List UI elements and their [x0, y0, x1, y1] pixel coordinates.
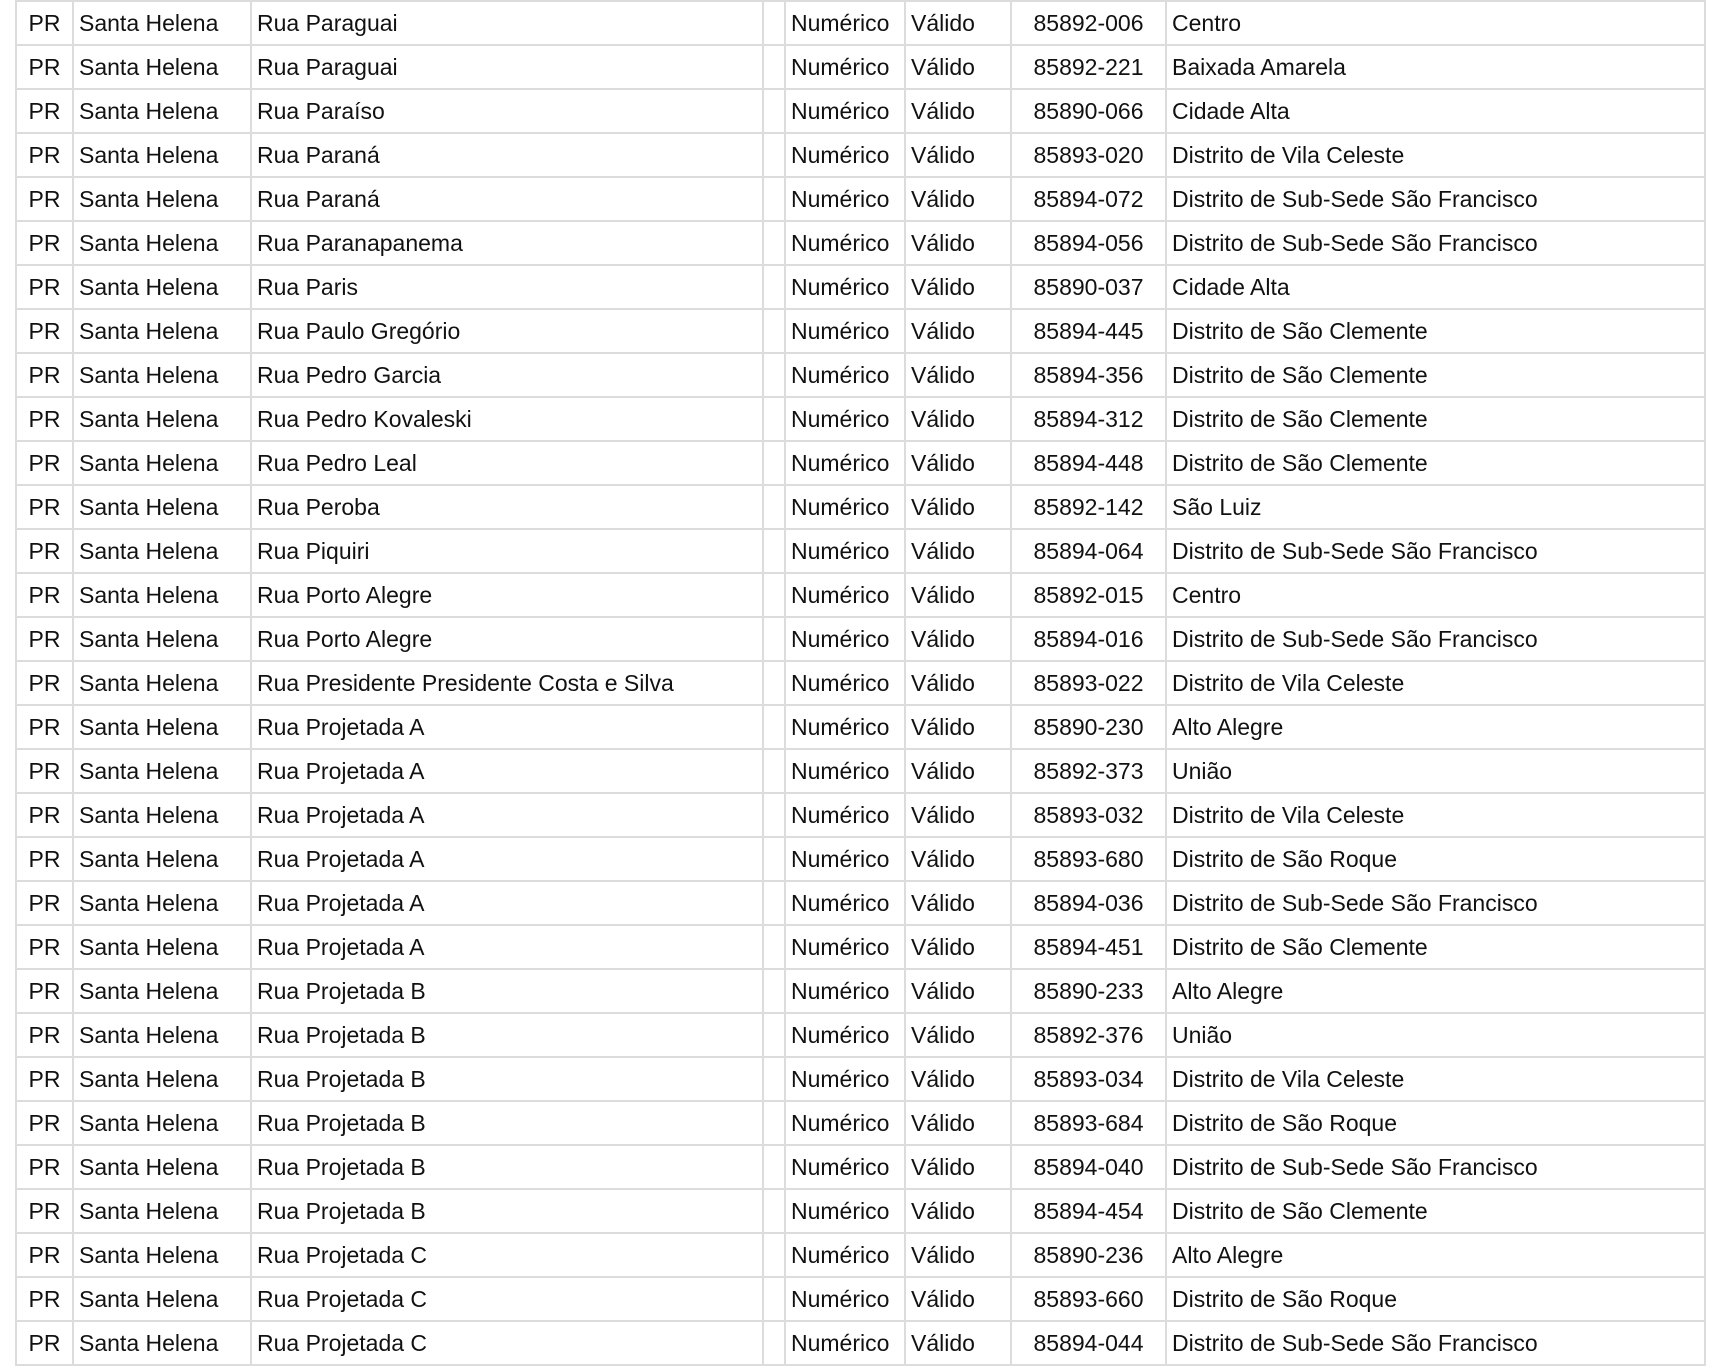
table-row: [16, 353, 1705, 397]
street-cell: Rua Projetada A: [251, 881, 763, 925]
district-cell: Alto Alegre: [1166, 969, 1705, 1013]
table-row: [16, 265, 1705, 309]
district-cell: Distrito de São Roque: [1166, 837, 1705, 881]
cep-cell: 85894-445: [1011, 309, 1166, 353]
empty-cell: [763, 529, 785, 573]
city-cell: Santa Helena: [73, 793, 251, 837]
street-cell: Rua Paulo Gregório: [251, 309, 763, 353]
status-cell: Válido: [905, 45, 1011, 89]
type-cell: Numérico: [785, 485, 905, 529]
uf-cell: PR: [16, 573, 73, 617]
status-cell: Válido: [905, 177, 1011, 221]
street-cell: Rua Piquiri: [251, 529, 763, 573]
table-row: [16, 1233, 1705, 1277]
cep-cell: 85894-036: [1011, 881, 1166, 925]
empty-cell: [763, 617, 785, 661]
street-cell: Rua Projetada A: [251, 837, 763, 881]
type-cell: Numérico: [785, 793, 905, 837]
uf-cell: PR: [16, 837, 73, 881]
street-cell: Rua Pedro Leal: [251, 441, 763, 485]
empty-cell: [763, 793, 785, 837]
street-cell: Rua Porto Alegre: [251, 617, 763, 661]
status-cell: Válido: [905, 925, 1011, 969]
district-cell: Distrito de Sub-Sede São Francisco: [1166, 1321, 1705, 1365]
empty-cell: [763, 705, 785, 749]
district-cell: Centro: [1166, 573, 1705, 617]
cep-cell: 85894-448: [1011, 441, 1166, 485]
type-cell: Numérico: [785, 837, 905, 881]
status-cell: Válido: [905, 969, 1011, 1013]
type-cell: Numérico: [785, 925, 905, 969]
cep-cell: 85894-072: [1011, 177, 1166, 221]
table-row: [16, 397, 1705, 441]
district-cell: Distrito de Sub-Sede São Francisco: [1166, 529, 1705, 573]
uf-cell: PR: [16, 1145, 73, 1189]
status-cell: Válido: [905, 441, 1011, 485]
cep-cell: 85893-660: [1011, 1277, 1166, 1321]
table-row: [16, 133, 1705, 177]
cep-cell: 85893-680: [1011, 837, 1166, 881]
type-cell: Numérico: [785, 177, 905, 221]
table-row: [16, 705, 1705, 749]
street-cell: Rua Projetada B: [251, 1101, 763, 1145]
status-cell: Válido: [905, 1233, 1011, 1277]
street-cell: Rua Paraná: [251, 177, 763, 221]
cep-cell: 85890-037: [1011, 265, 1166, 309]
status-cell: Válido: [905, 793, 1011, 837]
empty-cell: [763, 1233, 785, 1277]
city-cell: Santa Helena: [73, 1277, 251, 1321]
street-cell: Rua Projetada B: [251, 1057, 763, 1101]
district-cell: Distrito de Vila Celeste: [1166, 133, 1705, 177]
empty-cell: [763, 1, 785, 45]
city-cell: Santa Helena: [73, 881, 251, 925]
city-cell: Santa Helena: [73, 617, 251, 661]
empty-cell: [763, 441, 785, 485]
type-cell: Numérico: [785, 1189, 905, 1233]
district-cell: União: [1166, 749, 1705, 793]
district-cell: Distrito de São Clemente: [1166, 309, 1705, 353]
street-cell: Rua Porto Alegre: [251, 573, 763, 617]
cep-cell: 85893-022: [1011, 661, 1166, 705]
city-cell: Santa Helena: [73, 485, 251, 529]
empty-cell: [763, 1277, 785, 1321]
status-cell: Válido: [905, 705, 1011, 749]
type-cell: Numérico: [785, 573, 905, 617]
city-cell: Santa Helena: [73, 177, 251, 221]
city-cell: Santa Helena: [73, 1189, 251, 1233]
status-cell: Válido: [905, 661, 1011, 705]
empty-cell: [763, 573, 785, 617]
district-cell: União: [1166, 1013, 1705, 1057]
uf-cell: PR: [16, 1189, 73, 1233]
status-cell: Válido: [905, 89, 1011, 133]
empty-cell: [763, 1189, 785, 1233]
table-row: [16, 1321, 1705, 1365]
type-cell: Numérico: [785, 309, 905, 353]
table-row: [16, 661, 1705, 705]
city-cell: Santa Helena: [73, 1, 251, 45]
city-cell: Santa Helena: [73, 573, 251, 617]
type-cell: Numérico: [785, 397, 905, 441]
table-row: [16, 309, 1705, 353]
empty-cell: [763, 485, 785, 529]
uf-cell: PR: [16, 1101, 73, 1145]
table-row: [16, 881, 1705, 925]
district-cell: São Luiz: [1166, 485, 1705, 529]
city-cell: Santa Helena: [73, 529, 251, 573]
street-cell: Rua Paraguai: [251, 1, 763, 45]
empty-cell: [763, 133, 785, 177]
type-cell: Numérico: [785, 881, 905, 925]
type-cell: Numérico: [785, 749, 905, 793]
uf-cell: PR: [16, 749, 73, 793]
uf-cell: PR: [16, 309, 73, 353]
status-cell: Válido: [905, 485, 1011, 529]
empty-cell: [763, 265, 785, 309]
uf-cell: PR: [16, 969, 73, 1013]
table-row: [16, 1145, 1705, 1189]
table-row: [16, 1057, 1705, 1101]
district-cell: Distrito de São Clemente: [1166, 397, 1705, 441]
uf-cell: PR: [16, 45, 73, 89]
district-cell: Centro: [1166, 1, 1705, 45]
uf-cell: PR: [16, 177, 73, 221]
city-cell: Santa Helena: [73, 1145, 251, 1189]
uf-cell: PR: [16, 1057, 73, 1101]
empty-cell: [763, 309, 785, 353]
uf-cell: PR: [16, 1013, 73, 1057]
city-cell: Santa Helena: [73, 397, 251, 441]
type-cell: Numérico: [785, 1101, 905, 1145]
city-cell: Santa Helena: [73, 89, 251, 133]
status-cell: Válido: [905, 1, 1011, 45]
status-cell: Válido: [905, 1013, 1011, 1057]
type-cell: Numérico: [785, 1277, 905, 1321]
table-row: [16, 89, 1705, 133]
table-row: [16, 1101, 1705, 1145]
city-cell: Santa Helena: [73, 1101, 251, 1145]
empty-cell: [763, 89, 785, 133]
district-cell: Distrito de Vila Celeste: [1166, 661, 1705, 705]
street-cell: Rua Projetada C: [251, 1233, 763, 1277]
street-cell: Rua Presidente Presidente Costa e Silva: [251, 661, 763, 705]
table-row: [16, 1013, 1705, 1057]
cep-cell: 85892-221: [1011, 45, 1166, 89]
cep-cell: 85893-684: [1011, 1101, 1166, 1145]
table-row: [16, 485, 1705, 529]
status-cell: Válido: [905, 1057, 1011, 1101]
district-cell: Distrito de São Clemente: [1166, 1189, 1705, 1233]
cep-cell: 85892-373: [1011, 749, 1166, 793]
city-cell: Santa Helena: [73, 353, 251, 397]
type-cell: Numérico: [785, 661, 905, 705]
table-row: [16, 969, 1705, 1013]
district-cell: Cidade Alta: [1166, 265, 1705, 309]
empty-cell: [763, 1057, 785, 1101]
city-cell: Santa Helena: [73, 1321, 251, 1365]
uf-cell: PR: [16, 353, 73, 397]
empty-cell: [763, 397, 785, 441]
city-cell: Santa Helena: [73, 661, 251, 705]
street-cell: Rua Projetada A: [251, 793, 763, 837]
cep-cell: 85894-451: [1011, 925, 1166, 969]
status-cell: Válido: [905, 397, 1011, 441]
table-row: [16, 45, 1705, 89]
table-row: [16, 617, 1705, 661]
table-row: [16, 177, 1705, 221]
city-cell: Santa Helena: [73, 441, 251, 485]
cep-cell: 85892-006: [1011, 1, 1166, 45]
table-body: [16, 1, 1705, 1365]
uf-cell: PR: [16, 705, 73, 749]
city-cell: Santa Helena: [73, 1233, 251, 1277]
street-cell: Rua Paraná: [251, 133, 763, 177]
cep-cell: 85894-312: [1011, 397, 1166, 441]
uf-cell: PR: [16, 1277, 73, 1321]
table-row: [16, 529, 1705, 573]
type-cell: Numérico: [785, 1, 905, 45]
uf-cell: PR: [16, 89, 73, 133]
status-cell: Válido: [905, 133, 1011, 177]
district-cell: Distrito de São Clemente: [1166, 925, 1705, 969]
table-row: [16, 837, 1705, 881]
cep-cell: 85890-230: [1011, 705, 1166, 749]
city-cell: Santa Helena: [73, 265, 251, 309]
cep-cell: 85894-454: [1011, 1189, 1166, 1233]
uf-cell: PR: [16, 1, 73, 45]
empty-cell: [763, 1101, 785, 1145]
table-row: [16, 573, 1705, 617]
uf-cell: PR: [16, 1321, 73, 1365]
city-cell: Santa Helena: [73, 969, 251, 1013]
table-row: [16, 441, 1705, 485]
uf-cell: PR: [16, 265, 73, 309]
type-cell: Numérico: [785, 529, 905, 573]
uf-cell: PR: [16, 485, 73, 529]
street-cell: Rua Projetada C: [251, 1277, 763, 1321]
street-cell: Rua Projetada C: [251, 1321, 763, 1365]
uf-cell: PR: [16, 617, 73, 661]
district-cell: Alto Alegre: [1166, 705, 1705, 749]
type-cell: Numérico: [785, 353, 905, 397]
uf-cell: PR: [16, 529, 73, 573]
district-cell: Distrito de Vila Celeste: [1166, 1057, 1705, 1101]
street-cell: Rua Pedro Garcia: [251, 353, 763, 397]
city-cell: Santa Helena: [73, 837, 251, 881]
district-cell: Alto Alegre: [1166, 1233, 1705, 1277]
empty-cell: [763, 969, 785, 1013]
type-cell: Numérico: [785, 441, 905, 485]
status-cell: Válido: [905, 221, 1011, 265]
empty-cell: [763, 1145, 785, 1189]
status-cell: Válido: [905, 749, 1011, 793]
cep-cell: 85893-034: [1011, 1057, 1166, 1101]
street-cell: Rua Projetada A: [251, 749, 763, 793]
status-cell: Válido: [905, 353, 1011, 397]
status-cell: Válido: [905, 265, 1011, 309]
type-cell: Numérico: [785, 1057, 905, 1101]
cep-cell: 85890-066: [1011, 89, 1166, 133]
cep-cell: 85892-015: [1011, 573, 1166, 617]
street-cell: Rua Pedro Kovaleski: [251, 397, 763, 441]
status-cell: Válido: [905, 573, 1011, 617]
street-cell: Rua Projetada B: [251, 1189, 763, 1233]
status-cell: Válido: [905, 1277, 1011, 1321]
city-cell: Santa Helena: [73, 749, 251, 793]
table-row: [16, 1, 1705, 45]
empty-cell: [763, 353, 785, 397]
city-cell: Santa Helena: [73, 133, 251, 177]
empty-cell: [763, 661, 785, 705]
cep-cell: 85892-376: [1011, 1013, 1166, 1057]
table-row: [16, 221, 1705, 265]
status-cell: Válido: [905, 837, 1011, 881]
cep-cell: 85890-233: [1011, 969, 1166, 1013]
table-row: [16, 749, 1705, 793]
cep-cell: 85894-356: [1011, 353, 1166, 397]
city-cell: Santa Helena: [73, 45, 251, 89]
cep-cell: 85892-142: [1011, 485, 1166, 529]
street-cell: Rua Projetada A: [251, 705, 763, 749]
street-cell: Rua Paranapanema: [251, 221, 763, 265]
street-cell: Rua Projetada B: [251, 1145, 763, 1189]
district-cell: Distrito de São Roque: [1166, 1101, 1705, 1145]
table-row: [16, 793, 1705, 837]
uf-cell: PR: [16, 1233, 73, 1277]
status-cell: Válido: [905, 1189, 1011, 1233]
cep-cell: 85894-044: [1011, 1321, 1166, 1365]
city-cell: Santa Helena: [73, 1057, 251, 1101]
status-cell: Válido: [905, 1101, 1011, 1145]
street-cell: Rua Projetada B: [251, 969, 763, 1013]
uf-cell: PR: [16, 441, 73, 485]
city-cell: Santa Helena: [73, 221, 251, 265]
street-cell: Rua Projetada B: [251, 1013, 763, 1057]
table-row: [16, 925, 1705, 969]
city-cell: Santa Helena: [73, 925, 251, 969]
district-cell: Distrito de São Clemente: [1166, 441, 1705, 485]
empty-cell: [763, 1013, 785, 1057]
empty-cell: [763, 925, 785, 969]
street-cell: Rua Peroba: [251, 485, 763, 529]
type-cell: Numérico: [785, 617, 905, 661]
empty-cell: [763, 837, 785, 881]
uf-cell: PR: [16, 133, 73, 177]
type-cell: Numérico: [785, 969, 905, 1013]
empty-cell: [763, 1321, 785, 1365]
type-cell: Numérico: [785, 1145, 905, 1189]
district-cell: Distrito de Sub-Sede São Francisco: [1166, 177, 1705, 221]
status-cell: Válido: [905, 881, 1011, 925]
type-cell: Numérico: [785, 1321, 905, 1365]
district-cell: Distrito de São Roque: [1166, 1277, 1705, 1321]
type-cell: Numérico: [785, 1233, 905, 1277]
address-table: [15, 0, 1706, 1366]
cep-cell: 85894-040: [1011, 1145, 1166, 1189]
empty-cell: [763, 45, 785, 89]
cep-cell: 85890-236: [1011, 1233, 1166, 1277]
table-row: [16, 1189, 1705, 1233]
uf-cell: PR: [16, 397, 73, 441]
status-cell: Válido: [905, 1321, 1011, 1365]
empty-cell: [763, 881, 785, 925]
table-row: [16, 1277, 1705, 1321]
status-cell: Válido: [905, 529, 1011, 573]
district-cell: Distrito de Sub-Sede São Francisco: [1166, 221, 1705, 265]
city-cell: Santa Helena: [73, 309, 251, 353]
type-cell: Numérico: [785, 89, 905, 133]
district-cell: Cidade Alta: [1166, 89, 1705, 133]
uf-cell: PR: [16, 661, 73, 705]
street-cell: Rua Paraguai: [251, 45, 763, 89]
type-cell: Numérico: [785, 705, 905, 749]
district-cell: Baixada Amarela: [1166, 45, 1705, 89]
cep-cell: 85893-032: [1011, 793, 1166, 837]
district-cell: Distrito de São Clemente: [1166, 353, 1705, 397]
uf-cell: PR: [16, 881, 73, 925]
district-cell: Distrito de Sub-Sede São Francisco: [1166, 881, 1705, 925]
empty-cell: [763, 177, 785, 221]
uf-cell: PR: [16, 925, 73, 969]
cep-cell: 85894-064: [1011, 529, 1166, 573]
city-cell: Santa Helena: [73, 1013, 251, 1057]
city-cell: Santa Helena: [73, 705, 251, 749]
uf-cell: PR: [16, 221, 73, 265]
status-cell: Válido: [905, 617, 1011, 661]
type-cell: Numérico: [785, 221, 905, 265]
empty-cell: [763, 749, 785, 793]
status-cell: Válido: [905, 1145, 1011, 1189]
district-cell: Distrito de Sub-Sede São Francisco: [1166, 617, 1705, 661]
street-cell: Rua Paraíso: [251, 89, 763, 133]
type-cell: Numérico: [785, 45, 905, 89]
cep-cell: 85894-016: [1011, 617, 1166, 661]
type-cell: Numérico: [785, 133, 905, 177]
street-cell: Rua Projetada A: [251, 925, 763, 969]
street-cell: Rua Paris: [251, 265, 763, 309]
status-cell: Válido: [905, 309, 1011, 353]
cep-cell: 85894-056: [1011, 221, 1166, 265]
district-cell: Distrito de Sub-Sede São Francisco: [1166, 1145, 1705, 1189]
uf-cell: PR: [16, 793, 73, 837]
type-cell: Numérico: [785, 265, 905, 309]
empty-cell: [763, 221, 785, 265]
district-cell: Distrito de Vila Celeste: [1166, 793, 1705, 837]
type-cell: Numérico: [785, 1013, 905, 1057]
cep-cell: 85893-020: [1011, 133, 1166, 177]
